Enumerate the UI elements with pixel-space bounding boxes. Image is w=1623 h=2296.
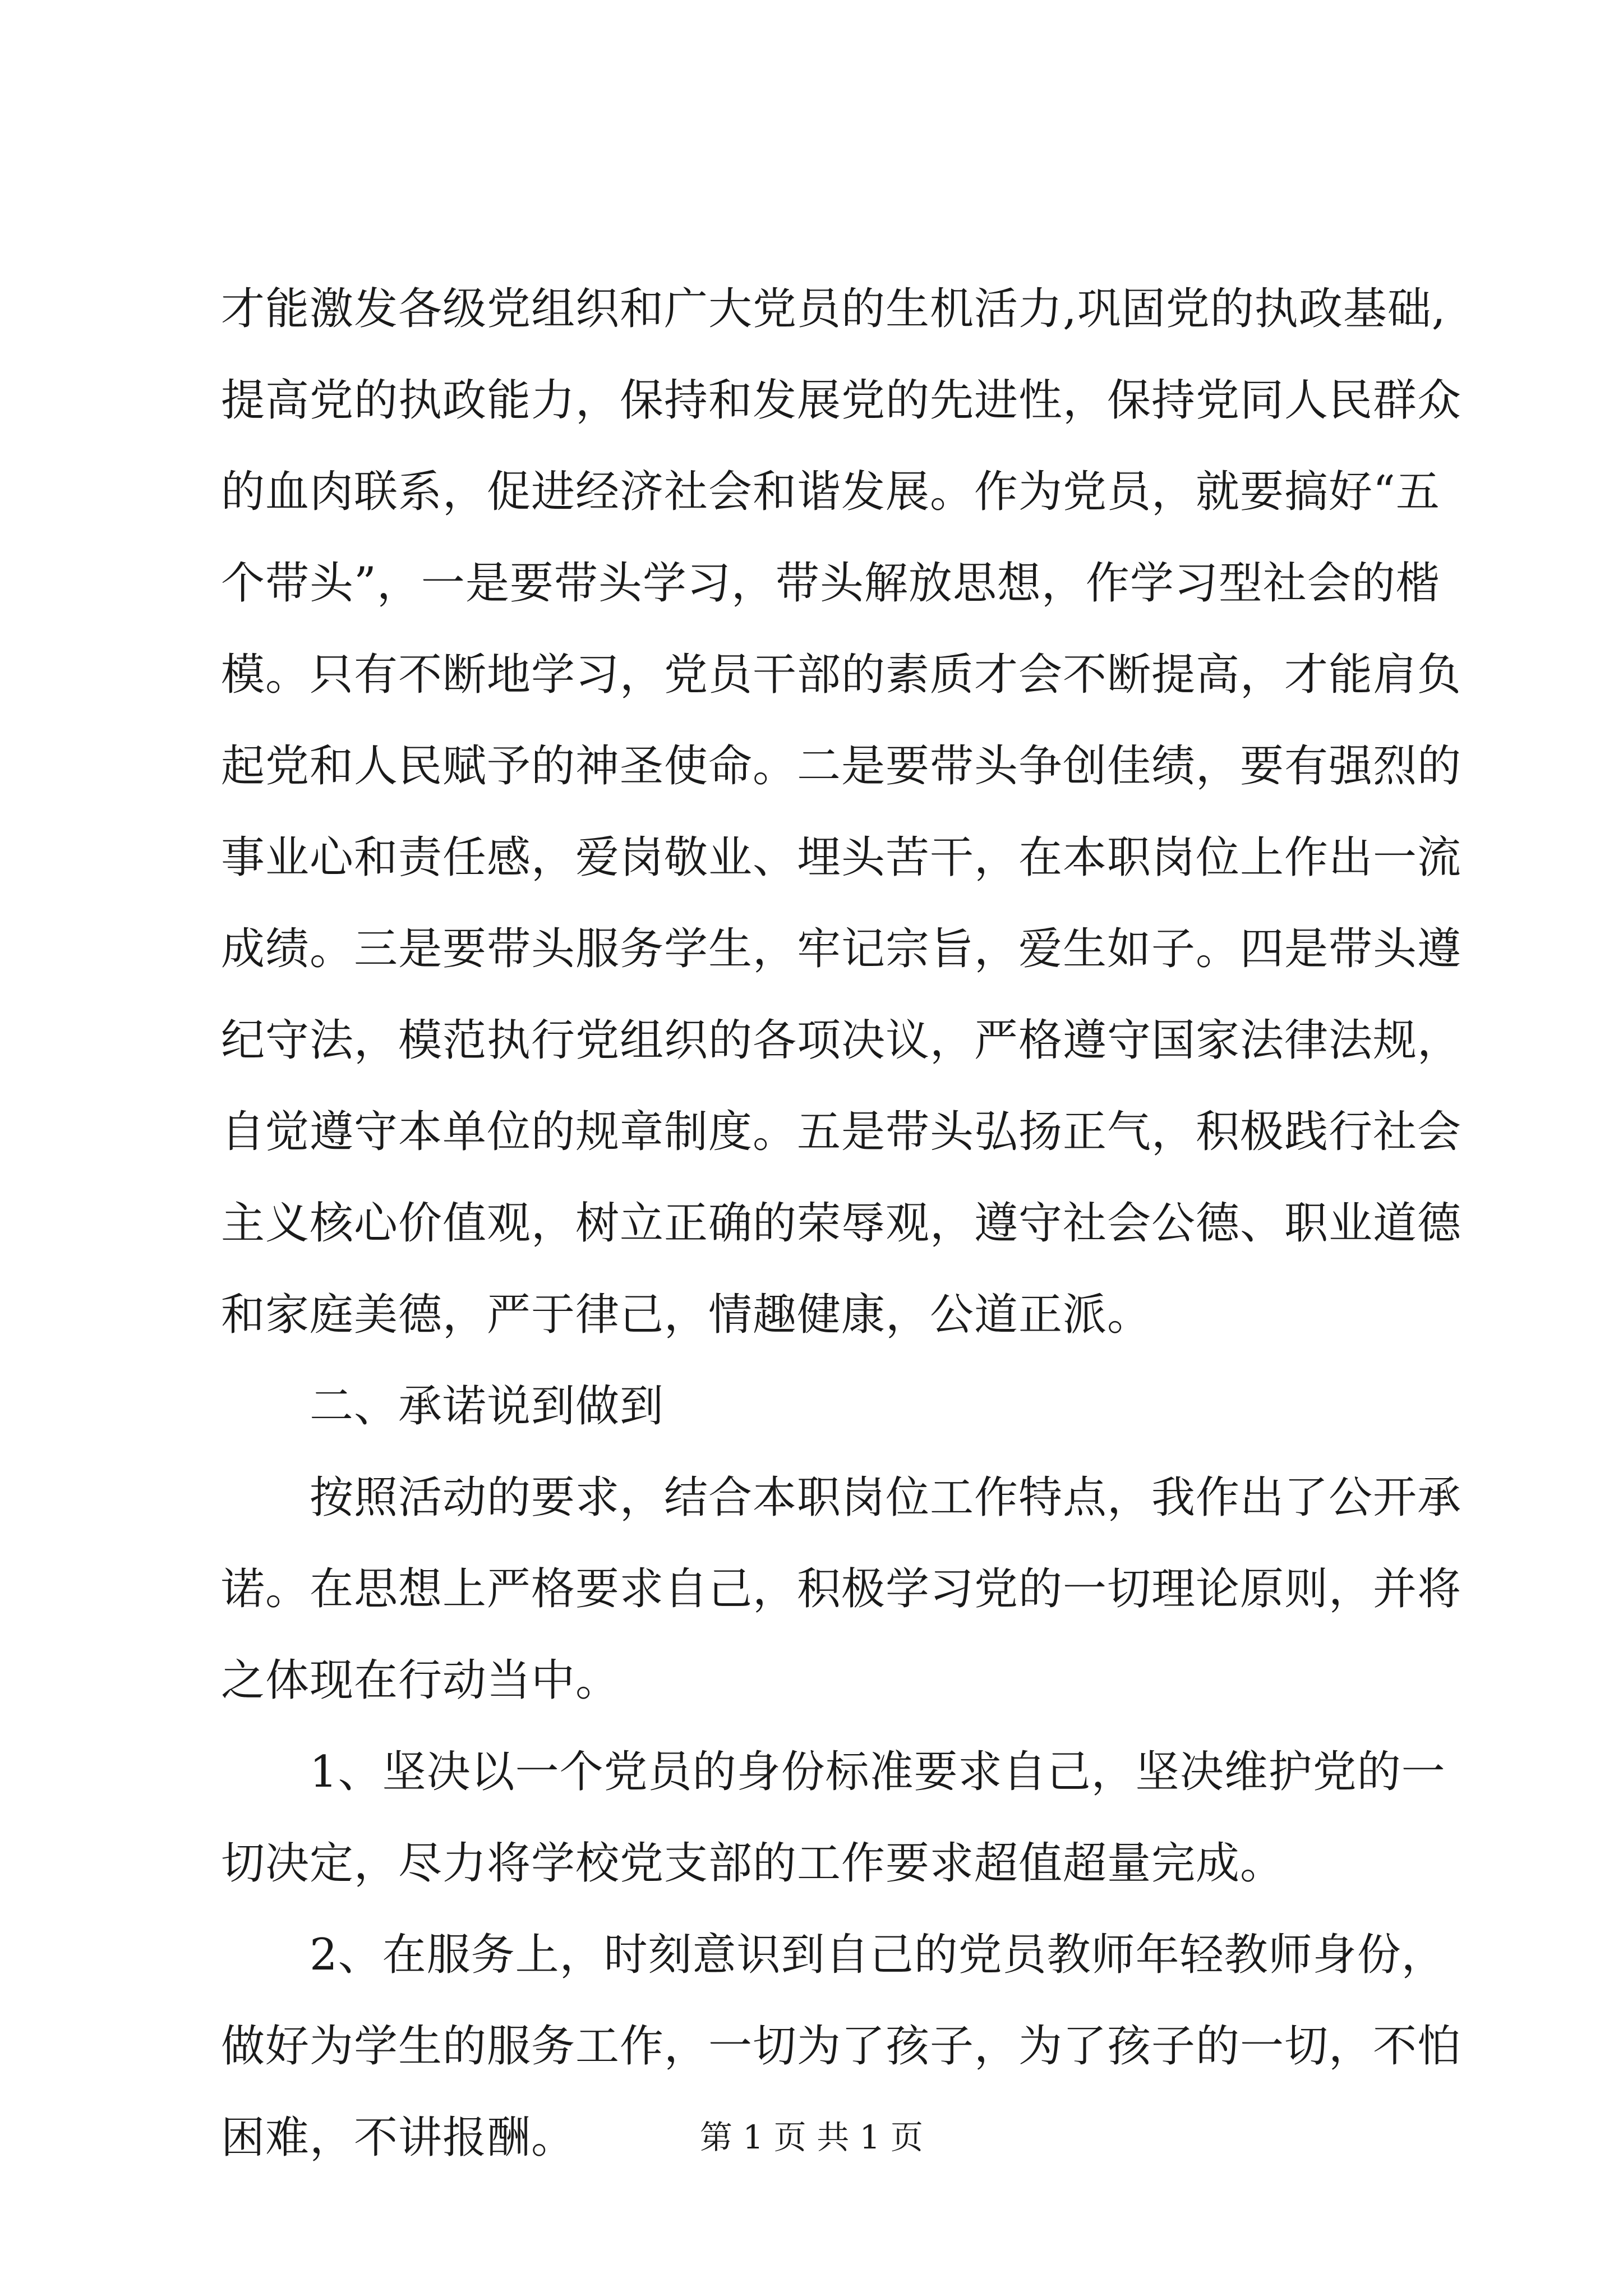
list-item-2-line: 2、在服务上，时刻意识到自己的党员教师年轻教师身份， (310, 1930, 1446, 1980)
text-line: 诺。在思想上严格要求自己，积极学习党的一切理论原则，并将 (221, 1564, 1462, 1614)
section-heading: 二、承诺说到做到 (310, 1381, 665, 1432)
text-line: 起党和人民赋予的神圣使命。二是要带头争创佳绩，要有强烈的 (221, 741, 1462, 792)
text-line: 个带头”，一是要带头学习，带头解放思想，作学习型社会的楷 (221, 558, 1440, 609)
text-line: 切决定，尽力将学校党支部的工作要求超值超量完成。 (221, 1838, 1285, 1889)
text-line: 和家庭美德，严于律己，情趣健康，公道正派。 (221, 1290, 1152, 1340)
page-number-label: 第 1 页 共 1 页 (700, 2118, 923, 2156)
text-line: 纪守法，模范执行党组织的各项决议，严格遵守国家法律法规， (221, 1015, 1462, 1066)
page-footer (0, 2115, 1623, 2160)
text-line: 之体现在行动当中。 (221, 1655, 620, 1706)
text-line: 事业心和责任感，爱岗敬业、埋头苦干，在本职岗位上作出一流 (221, 832, 1462, 883)
text-line: 自觉遵守本单位的规章制度。五是带头弘扬正气，积极践行社会 (221, 1107, 1462, 1157)
text-line: 成绩。三是要带头服务学生，牢记宗旨，爱生如子。四是带头遵 (221, 924, 1462, 974)
text-line: 提高党的执政能力，保持和发展党的先进性，保持党同人民群众 (221, 375, 1462, 426)
text-line: 主义核心价值观，树立正确的荣辱观，遵守社会公德、职业道德 (221, 1198, 1462, 1249)
document-body (221, 264, 1462, 2184)
text-line: 做好为学生的服务工作，一切为了孩子，为了孩子的一切，不怕 (221, 2021, 1462, 2072)
paragraph-start-line: 按照活动的要求，结合本职岗位工作特点，我作出了公开承 (310, 1473, 1462, 1523)
text-line: 的血肉联系，促进经济社会和谐发展。作为党员，就要搞好“五 (221, 467, 1440, 517)
text-line: 模。只有不断地学习，党员干部的素质才会不断提高，才能肩负 (221, 650, 1462, 700)
text-line: 困难，不讲报酬。 (221, 2113, 576, 2163)
text-line: 才能激发各级党组织和广大党员的生机活力,巩固党的执政基础, (221, 284, 1446, 334)
list-item-1-line: 1、坚决以一个党员的身份标准要求自己，坚决维护党的一 (310, 1747, 1446, 1797)
